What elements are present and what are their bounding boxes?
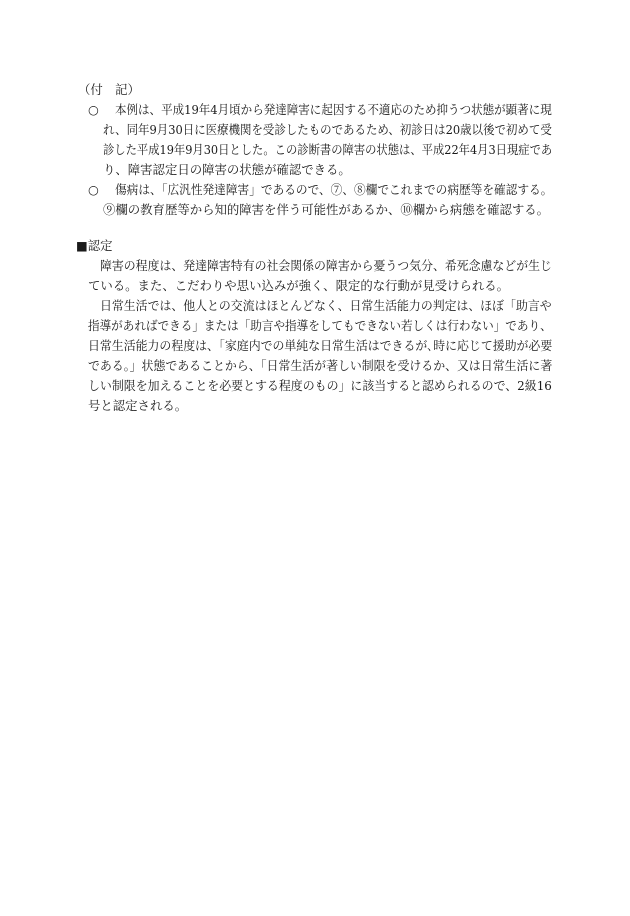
recognition-heading: ■認定 bbox=[76, 238, 113, 253]
supplementary-note-heading: （付 記） bbox=[78, 82, 140, 97]
note-bullet-2: ○ bbox=[88, 182, 99, 197]
note-1-line-3: 診した平成19年9月30日とした。この診断書の障害の状態は、平成22年4月3日現症であ bbox=[103, 142, 553, 157]
recognition-para-2-line-5: しい制限を加えることを必要とする程度のもの」に該当すると認められるので、2級16 bbox=[88, 378, 552, 393]
recognition-para-2-line-2: 指導があればできる」または「助言や指導をしてもできない若しくは行わない」であり、 bbox=[88, 318, 552, 333]
recognition-para-2-line-3: 日常生活能力の程度は、「家庭内での単純な日常生活はできるが､時に応じて援助が必要 bbox=[88, 338, 553, 353]
note-2-line-1: 傷病は、「広汎性発達障害」であるので、⑦、⑧欄でこれまでの病歴等を確認する。 bbox=[115, 182, 553, 197]
recognition-para-2-line-4: である。」状態であることから、「日常生活が著しい制限を受けるか、又は日常生活に著 bbox=[88, 358, 553, 373]
note-2-line-2: ⑨欄の教育歴等から知的障害を伴う可能性があるか、⑩欄から病態を確認する。 bbox=[103, 202, 550, 217]
recognition-para-2-line-6: 号と認定される。 bbox=[88, 398, 188, 413]
recognition-para-2-line-1: 日常生活では、他人との交流はほとんどなく、日常生活能力の判定は、ほぼ「助言や bbox=[100, 298, 552, 313]
note-1-line-2: れ、同年9月30日に医療機関を受診したものであるため、初診日は20歳以後で初めて受 bbox=[103, 122, 552, 137]
recognition-para-1-line-1: 障害の程度は、発達障害特有の社会関係の障害から憂うつ気分、希死念慮などが生じ bbox=[100, 258, 552, 273]
note-1-line-4: り、障害認定日の障害の状態が確認できる。 bbox=[103, 162, 351, 177]
recognition-para-1-line-2: ている。また、こだわりや思い込みが強く、限定的な行動が見受けられる。 bbox=[88, 278, 510, 293]
note-1-line-1: 本例は、平成19年4月頃から発達障害に起因する不適応のため抑うつ状態が顕著に現 bbox=[115, 102, 552, 117]
note-bullet-1: ○ bbox=[88, 102, 99, 117]
